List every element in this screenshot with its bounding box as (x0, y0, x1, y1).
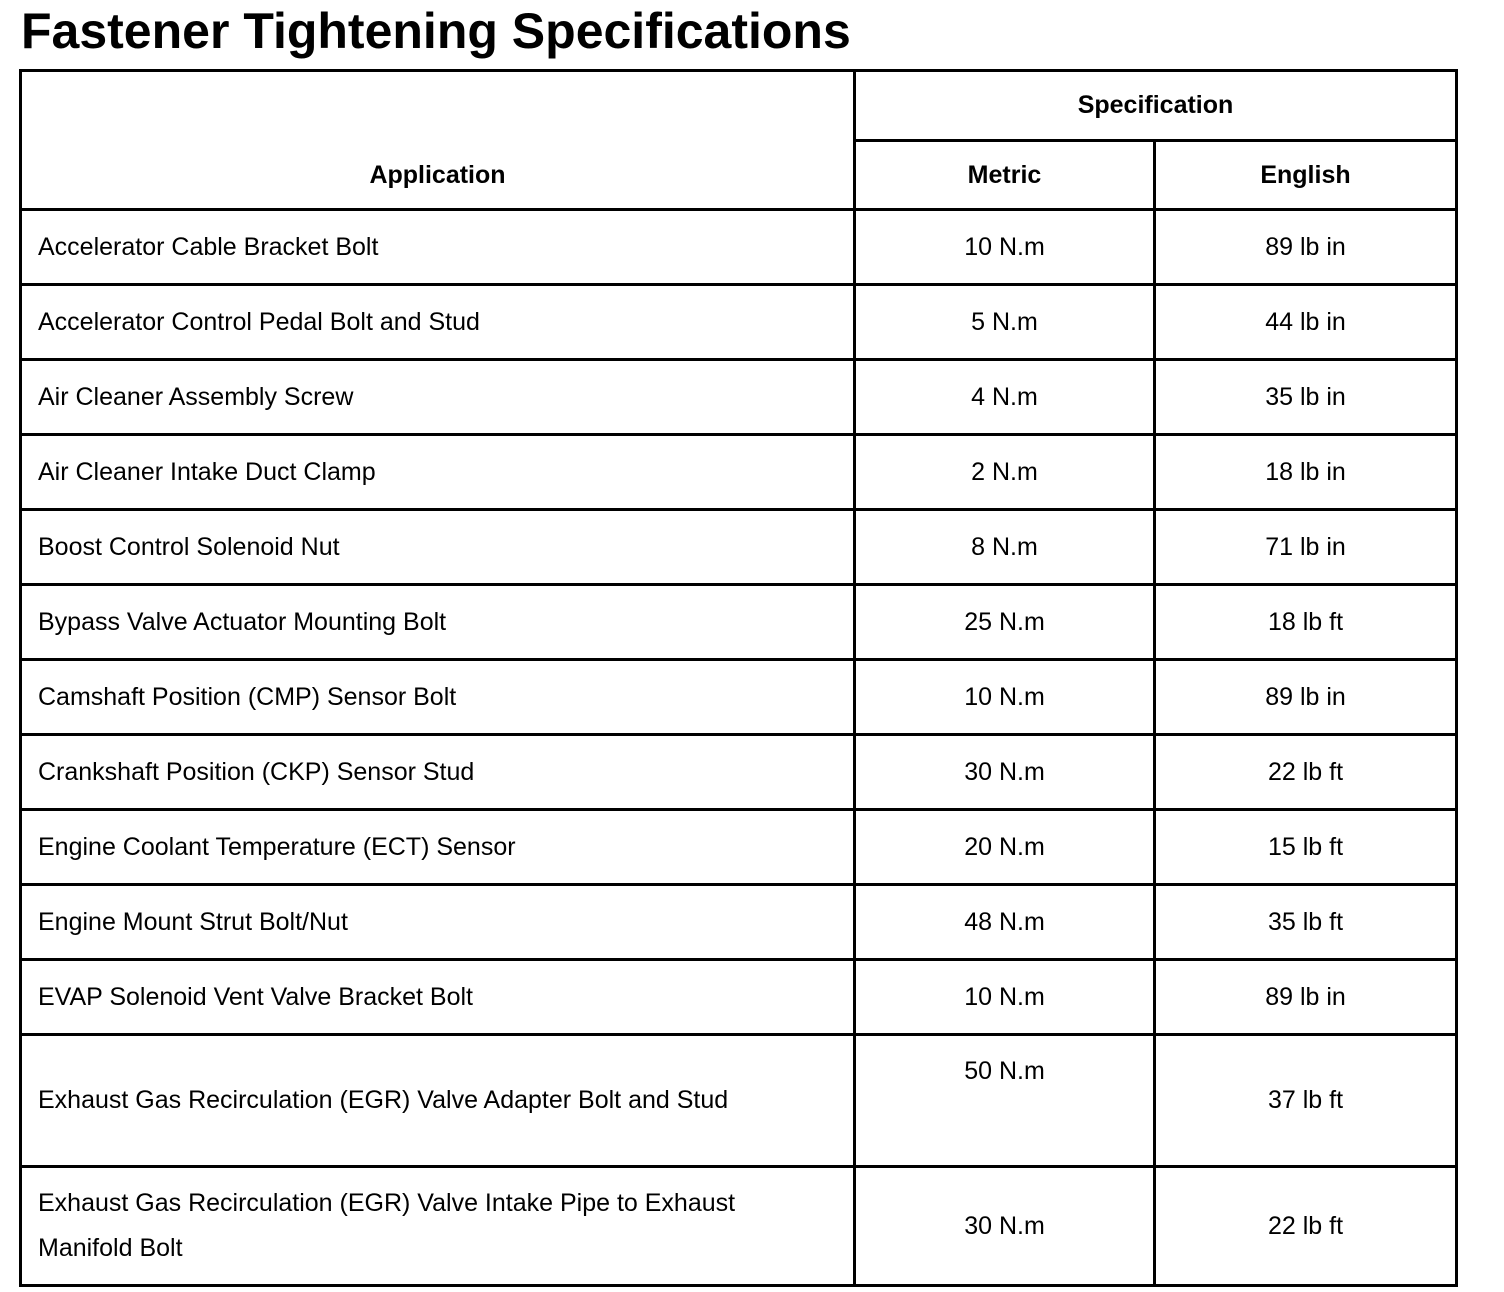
table-row (21, 735, 1457, 810)
application-cell: Camshaft Position (CMP) Sensor Bolt (21, 660, 855, 735)
metric-cell: 30 N.m (855, 1167, 1155, 1286)
header-metric: Metric (855, 141, 1155, 210)
application-cell: Boost Control Solenoid Nut (21, 510, 855, 585)
english-cell: 18 lb ft (1155, 585, 1457, 660)
metric-cell: 10 N.m (855, 210, 1155, 285)
english-cell: 89 lb in (1155, 960, 1457, 1035)
table-row (21, 210, 1457, 285)
application-cell: Crankshaft Position (CKP) Sensor Stud (21, 735, 855, 810)
table-row (21, 660, 1457, 735)
table-row (21, 285, 1457, 360)
metric-cell: 5 N.m (855, 285, 1155, 360)
application-cell: Bypass Valve Actuator Mounting Bolt (21, 585, 855, 660)
english-cell: 15 lb ft (1155, 810, 1457, 885)
page-title: Fastener Tightening Specifications (21, 3, 851, 59)
metric-cell: 4 N.m (855, 360, 1155, 435)
application-cell: Exhaust Gas Recirculation (EGR) Valve Intake Pipe to Exhaust Manifold Bolt (21, 1167, 855, 1286)
table-row (21, 510, 1457, 585)
header-english: English (1155, 141, 1457, 210)
metric-cell: 10 N.m (855, 960, 1155, 1035)
application-cell: Accelerator Cable Bracket Bolt (21, 210, 855, 285)
english-cell: 89 lb in (1155, 210, 1457, 285)
table-row (21, 585, 1457, 660)
english-cell: 22 lb ft (1155, 735, 1457, 810)
english-cell: 35 lb ft (1155, 885, 1457, 960)
application-cell: Air Cleaner Assembly Screw (21, 360, 855, 435)
english-cell: 22 lb ft (1155, 1167, 1457, 1286)
metric-cell: 8 N.m (855, 510, 1155, 585)
english-cell: 35 lb in (1155, 360, 1457, 435)
application-cell: Engine Coolant Temperature (ECT) Sensor (21, 810, 855, 885)
table-row (21, 885, 1457, 960)
header-row-top (21, 71, 1457, 141)
english-cell: 44 lb in (1155, 285, 1457, 360)
english-cell: 89 lb in (1155, 660, 1457, 735)
application-cell: Exhaust Gas Recirculation (EGR) Valve Adapter Bolt and Stud (21, 1035, 855, 1167)
table-row (21, 1035, 1457, 1167)
metric-cell: 10 N.m (855, 660, 1155, 735)
english-cell: 71 lb in (1155, 510, 1457, 585)
application-cell: EVAP Solenoid Vent Valve Bracket Bolt (21, 960, 855, 1035)
metric-cell: 2 N.m (855, 435, 1155, 510)
application-cell: Accelerator Control Pedal Bolt and Stud (21, 285, 855, 360)
english-cell: 37 lb ft (1155, 1035, 1457, 1167)
application-cell: Air Cleaner Intake Duct Clamp (21, 435, 855, 510)
table-row (21, 960, 1457, 1035)
table-row (21, 810, 1457, 885)
table-row (21, 435, 1457, 510)
metric-cell: 25 N.m (855, 585, 1155, 660)
application-cell: Engine Mount Strut Bolt/Nut (21, 885, 855, 960)
table-row (21, 1167, 1457, 1286)
table-row (21, 360, 1457, 435)
metric-cell: 48 N.m (855, 885, 1155, 960)
header-application: Application (21, 71, 855, 210)
specifications-table (19, 69, 1458, 1287)
metric-cell: 20 N.m (855, 810, 1155, 885)
metric-cell: 30 N.m (855, 735, 1155, 810)
header-specification: Specification (855, 71, 1457, 141)
english-cell: 18 lb in (1155, 435, 1457, 510)
metric-cell: 50 N.m (855, 1035, 1155, 1167)
